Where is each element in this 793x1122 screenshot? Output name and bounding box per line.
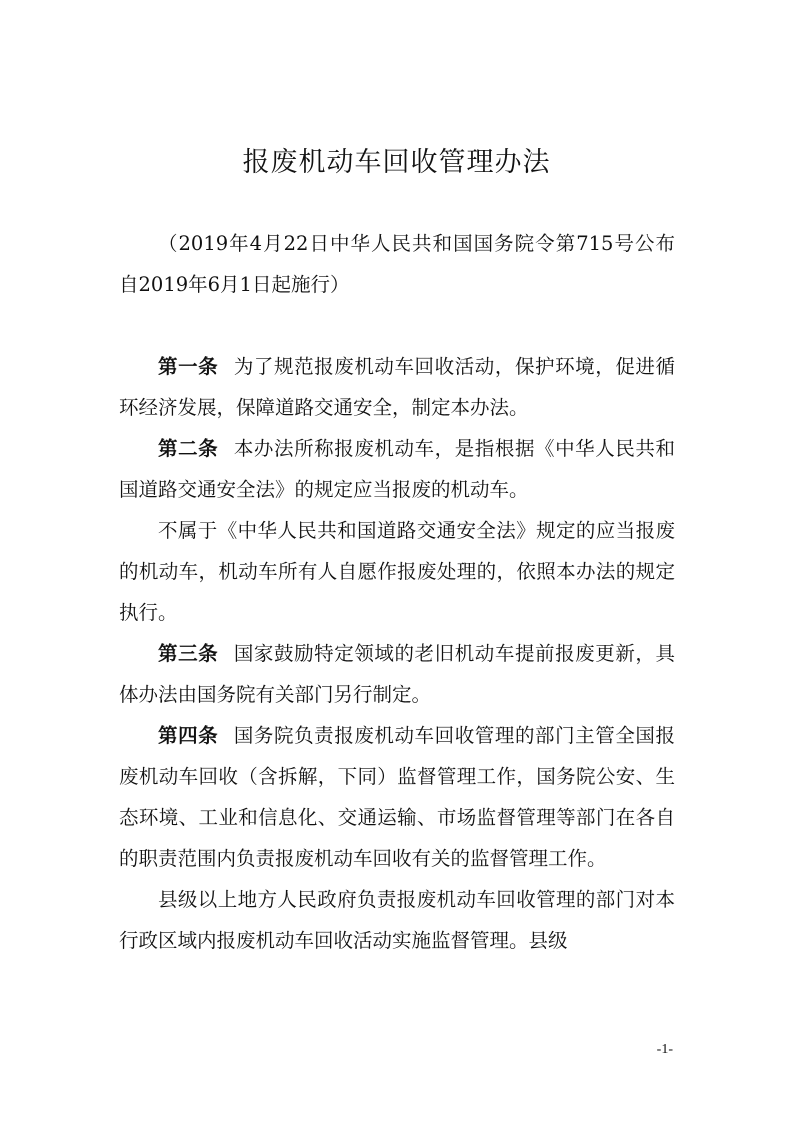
article-label: 第一条 [158, 355, 219, 378]
document-title: 报废机动车回收管理办法 [242, 147, 551, 178]
article-4 [119, 715, 675, 879]
article-label: 第四条 [158, 724, 219, 747]
source-note: （2019年4月22日中华人民共和国国务院令第715号公布 自2019年6月1日起施行） [119, 232, 695, 296]
article-label: 第二条 [158, 437, 219, 460]
article-2-paragraph-2 [119, 510, 675, 633]
article-4-paragraph-2 [119, 879, 675, 961]
page-number: -1- [656, 1042, 673, 1057]
article-text: 国务院负责报废机动车回收管理的部门主管全国报废机动车回收（含拆解，下同）监督管理工作，国务院公安、生态环境、工业和信息化、交通运输、市场监督管理等部门在各自的职责范围内负责报废机动车回收有关的监督管理工作。 [119, 724, 675, 870]
article-1 [119, 346, 675, 428]
article-text: 县级以上地方人民政府负责报废机动车回收管理的部门对本行政区域内报废机动车回收活动实施监督管理。县级 [119, 888, 675, 952]
article-label: 第三条 [158, 642, 219, 665]
document-body [119, 223, 695, 961]
article-2 [119, 428, 675, 510]
article-3 [119, 633, 675, 715]
article-text: 国家鼓励特定领域的老旧机动车提前报废更新，具体办法由国务院有关部门另行制定。 [119, 642, 675, 706]
article-text: 为了规范报废机动车回收活动，保护环境，促进循环经济发展，保障道路交通安全，制定本办法。 [119, 355, 675, 419]
article-text: 本办法所称报废机动车，是指根据《中华人民共和国道路交通安全法》的规定应当报废的机动车。 [119, 437, 675, 501]
article-text: 不属于《中华人民共和国道路交通安全法》规定的应当报废的机动车，机动车所有人自愿作报废处理的，依照本办法的规定执行。 [119, 519, 675, 624]
